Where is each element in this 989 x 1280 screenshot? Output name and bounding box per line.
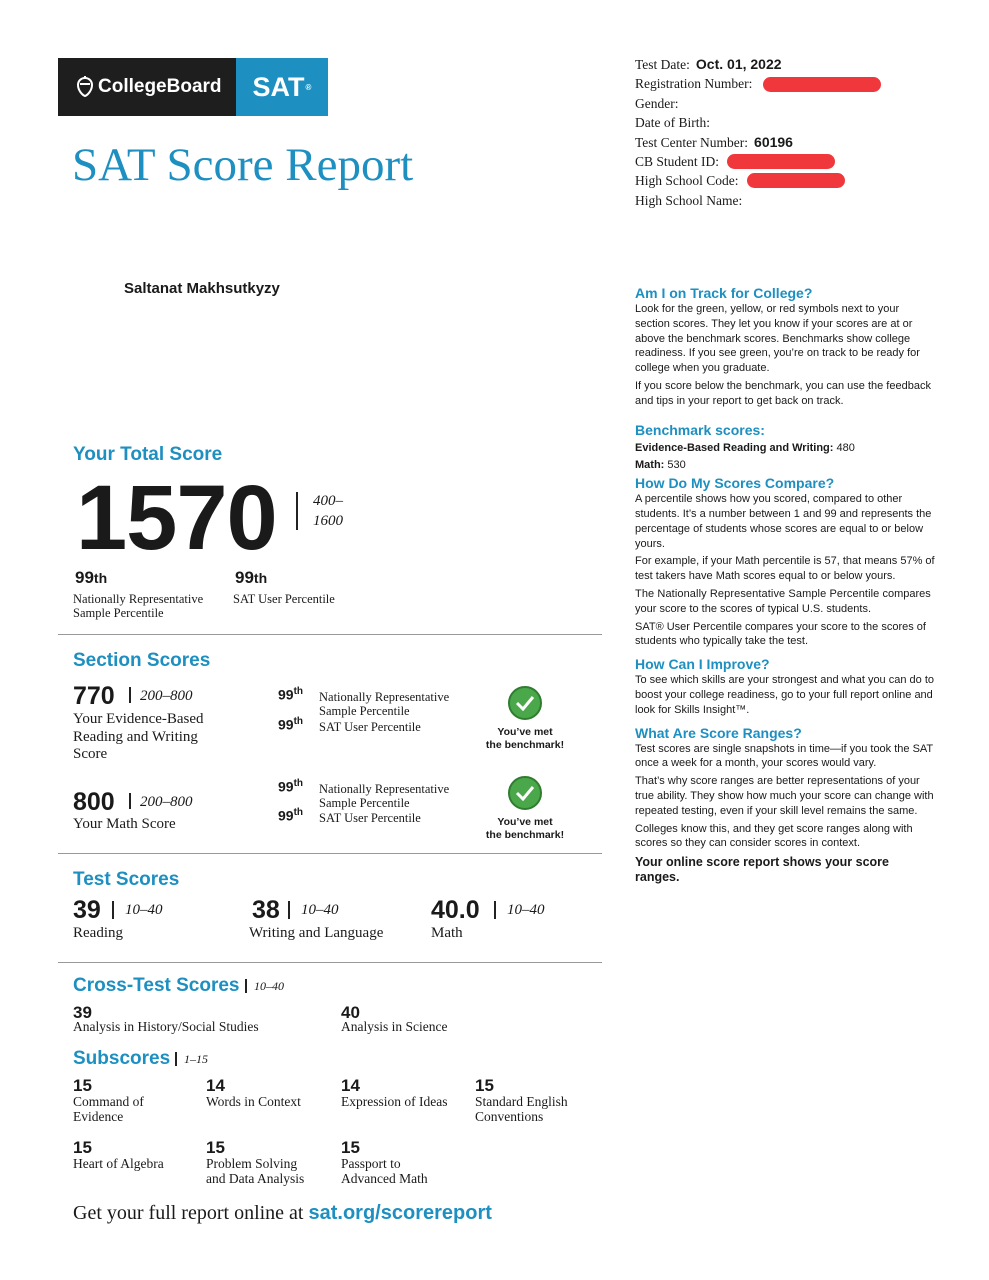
- subscore-label: Command of: [73, 1094, 144, 1109]
- acorn-icon: [76, 76, 94, 98]
- divider: [494, 901, 496, 919]
- compare-paragraph: For example, if your Math percentile is 57, that means 57% of test takers have Math scores equal to or below yours.: [635, 555, 935, 583]
- registration-label: Registration Number:: [635, 76, 753, 92]
- subscores-range: 1–15: [184, 1052, 208, 1066]
- footer-text: Get your full report online at: [73, 1202, 309, 1224]
- math-section-label: Your Math Score: [73, 816, 176, 832]
- ebrw-user-label: SAT User Percentile: [319, 720, 421, 734]
- label-line: Sample Percentile: [319, 796, 410, 810]
- high-school-name-row: [635, 191, 793, 210]
- total-score-value: 1570: [76, 467, 277, 569]
- high-school-code-label: High School Code:: [635, 173, 739, 189]
- redaction-mark: [747, 173, 845, 188]
- subscore-value: 15: [341, 1138, 360, 1157]
- reading-range: 10–40: [125, 902, 163, 918]
- benchmark-text: You’ve met: [497, 816, 553, 828]
- ranges-callout: Your online score report shows your score ranges.: [635, 855, 889, 884]
- test-scores-heading: Test Scores: [73, 869, 180, 890]
- benchmark-text: You’ve met: [497, 726, 553, 738]
- ebrw-user-percentile: [278, 716, 303, 733]
- ebrw-nr-label: [319, 690, 449, 718]
- ebrw-nr-percentile: [278, 686, 303, 703]
- dob-row: [635, 113, 793, 132]
- compare-paragraph: [635, 620, 935, 650]
- checkmark-icon: [508, 776, 542, 810]
- label-line: Score: [73, 746, 108, 762]
- math-test-score: 40.0: [431, 896, 480, 924]
- footer: [73, 1202, 492, 1225]
- ebrw-benchmark-badge: [477, 686, 573, 752]
- compare-paragraph: A percentile shows how you scored, compared to other students. It’s a number between 1 and 99 and represents the percentage of students whose scores are equal to or below yours.: [635, 493, 932, 550]
- collegeboard-sat-logo: [58, 58, 328, 116]
- nr-percentile-term: The Nationally Representative Sample Percentile: [635, 587, 880, 600]
- collegeboard-wordmark: CollegeBoard: [98, 76, 222, 97]
- checkmark-icon: [508, 686, 542, 720]
- writing-label: Writing and Language: [249, 925, 384, 941]
- subscores-heading: Subscores: [73, 1048, 171, 1069]
- collegeboard-logo: [58, 58, 236, 116]
- test-date-label: Test Date:: [635, 57, 690, 72]
- percentile-suffix: th: [93, 570, 108, 586]
- track-paragraph: If you score below the benchmark, you can use the feedback and tips in your report to get back on track.: [635, 379, 931, 407]
- ebrw-range: 200–800: [140, 688, 193, 704]
- subscore-label: Conventions: [475, 1108, 544, 1124]
- label-line: Nationally Representative: [73, 592, 204, 606]
- subscore-item: [341, 1139, 428, 1186]
- high-school-code-row: [635, 171, 793, 190]
- math-test-range: 10–40: [507, 902, 545, 918]
- label-line: Reading and Writing: [73, 728, 198, 745]
- sat-wordmark: SAT: [252, 71, 305, 102]
- percentile-value: 99: [75, 568, 94, 587]
- divider: [112, 901, 114, 919]
- report-title: SAT Score Report: [72, 139, 414, 191]
- total-range-top: 400–: [313, 493, 343, 509]
- total-range-bottom: 1600: [313, 513, 343, 529]
- high-school-name-label: High School Name:: [635, 192, 743, 208]
- subscore-value: 14: [206, 1076, 225, 1095]
- cross-history-label: Analysis in History/Social Studies: [73, 1019, 259, 1034]
- subscore-item: [475, 1077, 568, 1124]
- gender-row: [635, 94, 793, 113]
- percentile-value: 99: [278, 778, 294, 795]
- percentile-value: 99: [278, 686, 294, 703]
- compare-paragraph: [635, 587, 935, 617]
- math-section-score: 800: [73, 788, 115, 816]
- divider: [296, 492, 298, 530]
- section-scores-heading: Section Scores: [73, 650, 211, 671]
- test-date-row: [635, 55, 793, 74]
- subscore-value: 15: [475, 1076, 494, 1095]
- track-heading: Am I on Track for College?: [635, 285, 813, 301]
- compare-text: compares your score to the scores of students who typically take the test.: [635, 620, 926, 648]
- subscore-item: [206, 1139, 304, 1186]
- reading-score: 39: [73, 896, 101, 924]
- ranges-heading: What Are Score Ranges?: [635, 724, 802, 741]
- benchmark-ebrw: [635, 441, 935, 456]
- subscore-value: 14: [341, 1076, 360, 1095]
- subscore-label: Passport to: [341, 1156, 401, 1171]
- test-center-row: [635, 133, 793, 152]
- label-line: Your Evidence-Based: [73, 711, 204, 727]
- benchmark-label: Math:: [635, 459, 665, 472]
- compare-heading: How Do My Scores Compare?: [635, 475, 835, 492]
- cross-science-score: 40: [341, 1003, 360, 1022]
- subscore-label: Evidence: [73, 1108, 124, 1124]
- cross-test-range: 10–40: [254, 979, 284, 993]
- benchmark-heading: Benchmark scores:: [635, 421, 765, 438]
- ranges-paragraph: Test scores are single snapshots in time—if you took the SAT once a week for a month, your scores would vary.: [635, 742, 933, 770]
- total-nr-percentile: [75, 568, 107, 588]
- ebrw-score: 770: [73, 682, 115, 710]
- label-line: Nationally Representative: [319, 782, 450, 796]
- total-nr-percentile-label: [73, 592, 203, 620]
- math-user-percentile: [278, 807, 303, 824]
- section-divider: [58, 853, 602, 854]
- percentile-suffix: th: [253, 570, 268, 586]
- score-report-link[interactable]: sat.org/scorereport: [308, 1202, 492, 1224]
- subscore-label: Heart of Algebra: [73, 1156, 164, 1171]
- cb-student-id-label: CB Student ID:: [635, 154, 720, 170]
- math-benchmark-badge: [477, 776, 573, 842]
- percentile-value: 99: [235, 568, 254, 587]
- sat-logo: [236, 58, 328, 116]
- section-divider: [58, 962, 602, 963]
- redaction-mark: [763, 77, 881, 92]
- ebrw-label: [73, 711, 204, 764]
- percentile-suffix: th: [293, 686, 304, 697]
- ranges-paragraph: That’s why score ranges are better representations of your true ability. They show how much your score can change with repeated testing, even if your skill level remains the same.: [635, 775, 934, 817]
- total-score-range: [313, 491, 343, 531]
- percentile-suffix: th: [293, 778, 304, 789]
- divider: [129, 793, 131, 809]
- subscore-item: [341, 1077, 447, 1110]
- compare-text: compares your score to the scores of typical U.S. students.: [635, 587, 931, 615]
- student-name: Saltanat Makhsutkyzy: [124, 280, 280, 297]
- registration-row: [635, 74, 793, 93]
- divider: [288, 901, 290, 919]
- total-score-heading: Your Total Score: [73, 444, 223, 465]
- improve-paragraph: To see which skills are your strongest and what you can do to boost your college readiness, go to your full report online and look for Skills Insight™.: [635, 674, 934, 716]
- subscore-value: 15: [73, 1076, 92, 1095]
- cross-science-label: Analysis in Science: [341, 1019, 448, 1034]
- ranges-paragraph: Colleges know this, and they get score ranges along with scores so they can consider scores in context.: [635, 822, 913, 850]
- subscore-label: and Data Analysis: [206, 1170, 305, 1186]
- cross-history-score: 39: [73, 1003, 92, 1022]
- cb-student-id-row: [635, 152, 793, 171]
- writing-range: 10–40: [301, 902, 339, 918]
- label-line: Sample Percentile: [73, 606, 164, 620]
- percentile-suffix: th: [293, 807, 304, 818]
- subscore-label: Standard English: [475, 1094, 568, 1109]
- sidebar-info: [635, 284, 935, 888]
- divider: [175, 1052, 177, 1066]
- test-meta: [635, 55, 793, 210]
- math-test-label: Math: [431, 925, 463, 941]
- subscore-item: [206, 1077, 301, 1110]
- subscore-label: Problem Solving: [206, 1156, 298, 1171]
- math-nr-label: [319, 782, 449, 810]
- math-nr-percentile: [278, 778, 303, 795]
- percentile-suffix: th: [293, 716, 304, 727]
- test-date-value: Oct. 01, 2022: [695, 56, 782, 72]
- percentile-value: 99: [278, 716, 294, 733]
- gender-label: Gender:: [635, 95, 679, 111]
- benchmark-value: 530: [664, 459, 686, 472]
- subscore-label: Expression of Ideas: [341, 1094, 448, 1109]
- cross-test-heading: Cross-Test Scores: [73, 975, 240, 996]
- label-line: Sample Percentile: [319, 704, 410, 718]
- subscore-value: 15: [73, 1138, 92, 1157]
- math-user-label: SAT User Percentile: [319, 811, 421, 825]
- test-center-value: 60196: [754, 133, 793, 150]
- benchmark-math: [635, 458, 935, 473]
- subscore-item: [73, 1139, 164, 1172]
- redaction-mark: [727, 154, 835, 169]
- writing-score: 38: [252, 896, 280, 924]
- subscore-item: [73, 1077, 144, 1124]
- benchmark-label: Evidence-Based Reading and Writing:: [635, 441, 834, 454]
- benchmark-text: the benchmark!: [485, 829, 565, 841]
- dob-label: Date of Birth:: [635, 115, 710, 131]
- total-user-percentile: [235, 568, 267, 588]
- benchmark-text: the benchmark!: [485, 739, 565, 751]
- track-paragraph: Look for the green, yellow, or red symbols next to your section scores. They let you know if your scores are at or above the benchmark scores. Benchmarks show college readiness. If you see green, you’re on track to be ready for college when you graduate.: [635, 303, 920, 375]
- section-divider: [58, 634, 602, 635]
- test-center-label: Test Center Number:: [635, 134, 749, 150]
- improve-heading: How Can I Improve?: [635, 656, 770, 673]
- user-percentile-term: SAT® User Percentile: [635, 620, 742, 633]
- subscore-value: 15: [206, 1138, 225, 1157]
- label-line: Nationally Representative: [319, 690, 450, 704]
- benchmark-value: 480: [833, 441, 855, 454]
- math-section-range: 200–800: [140, 794, 193, 810]
- reading-label: Reading: [73, 925, 123, 941]
- divider: [129, 687, 131, 703]
- divider: [245, 979, 247, 993]
- subscore-label: Words in Context: [206, 1094, 301, 1109]
- total-user-percentile-label: SAT User Percentile: [233, 592, 335, 606]
- percentile-value: 99: [278, 807, 294, 824]
- registered-mark: ®: [305, 82, 312, 92]
- subscore-label: Advanced Math: [341, 1170, 428, 1186]
